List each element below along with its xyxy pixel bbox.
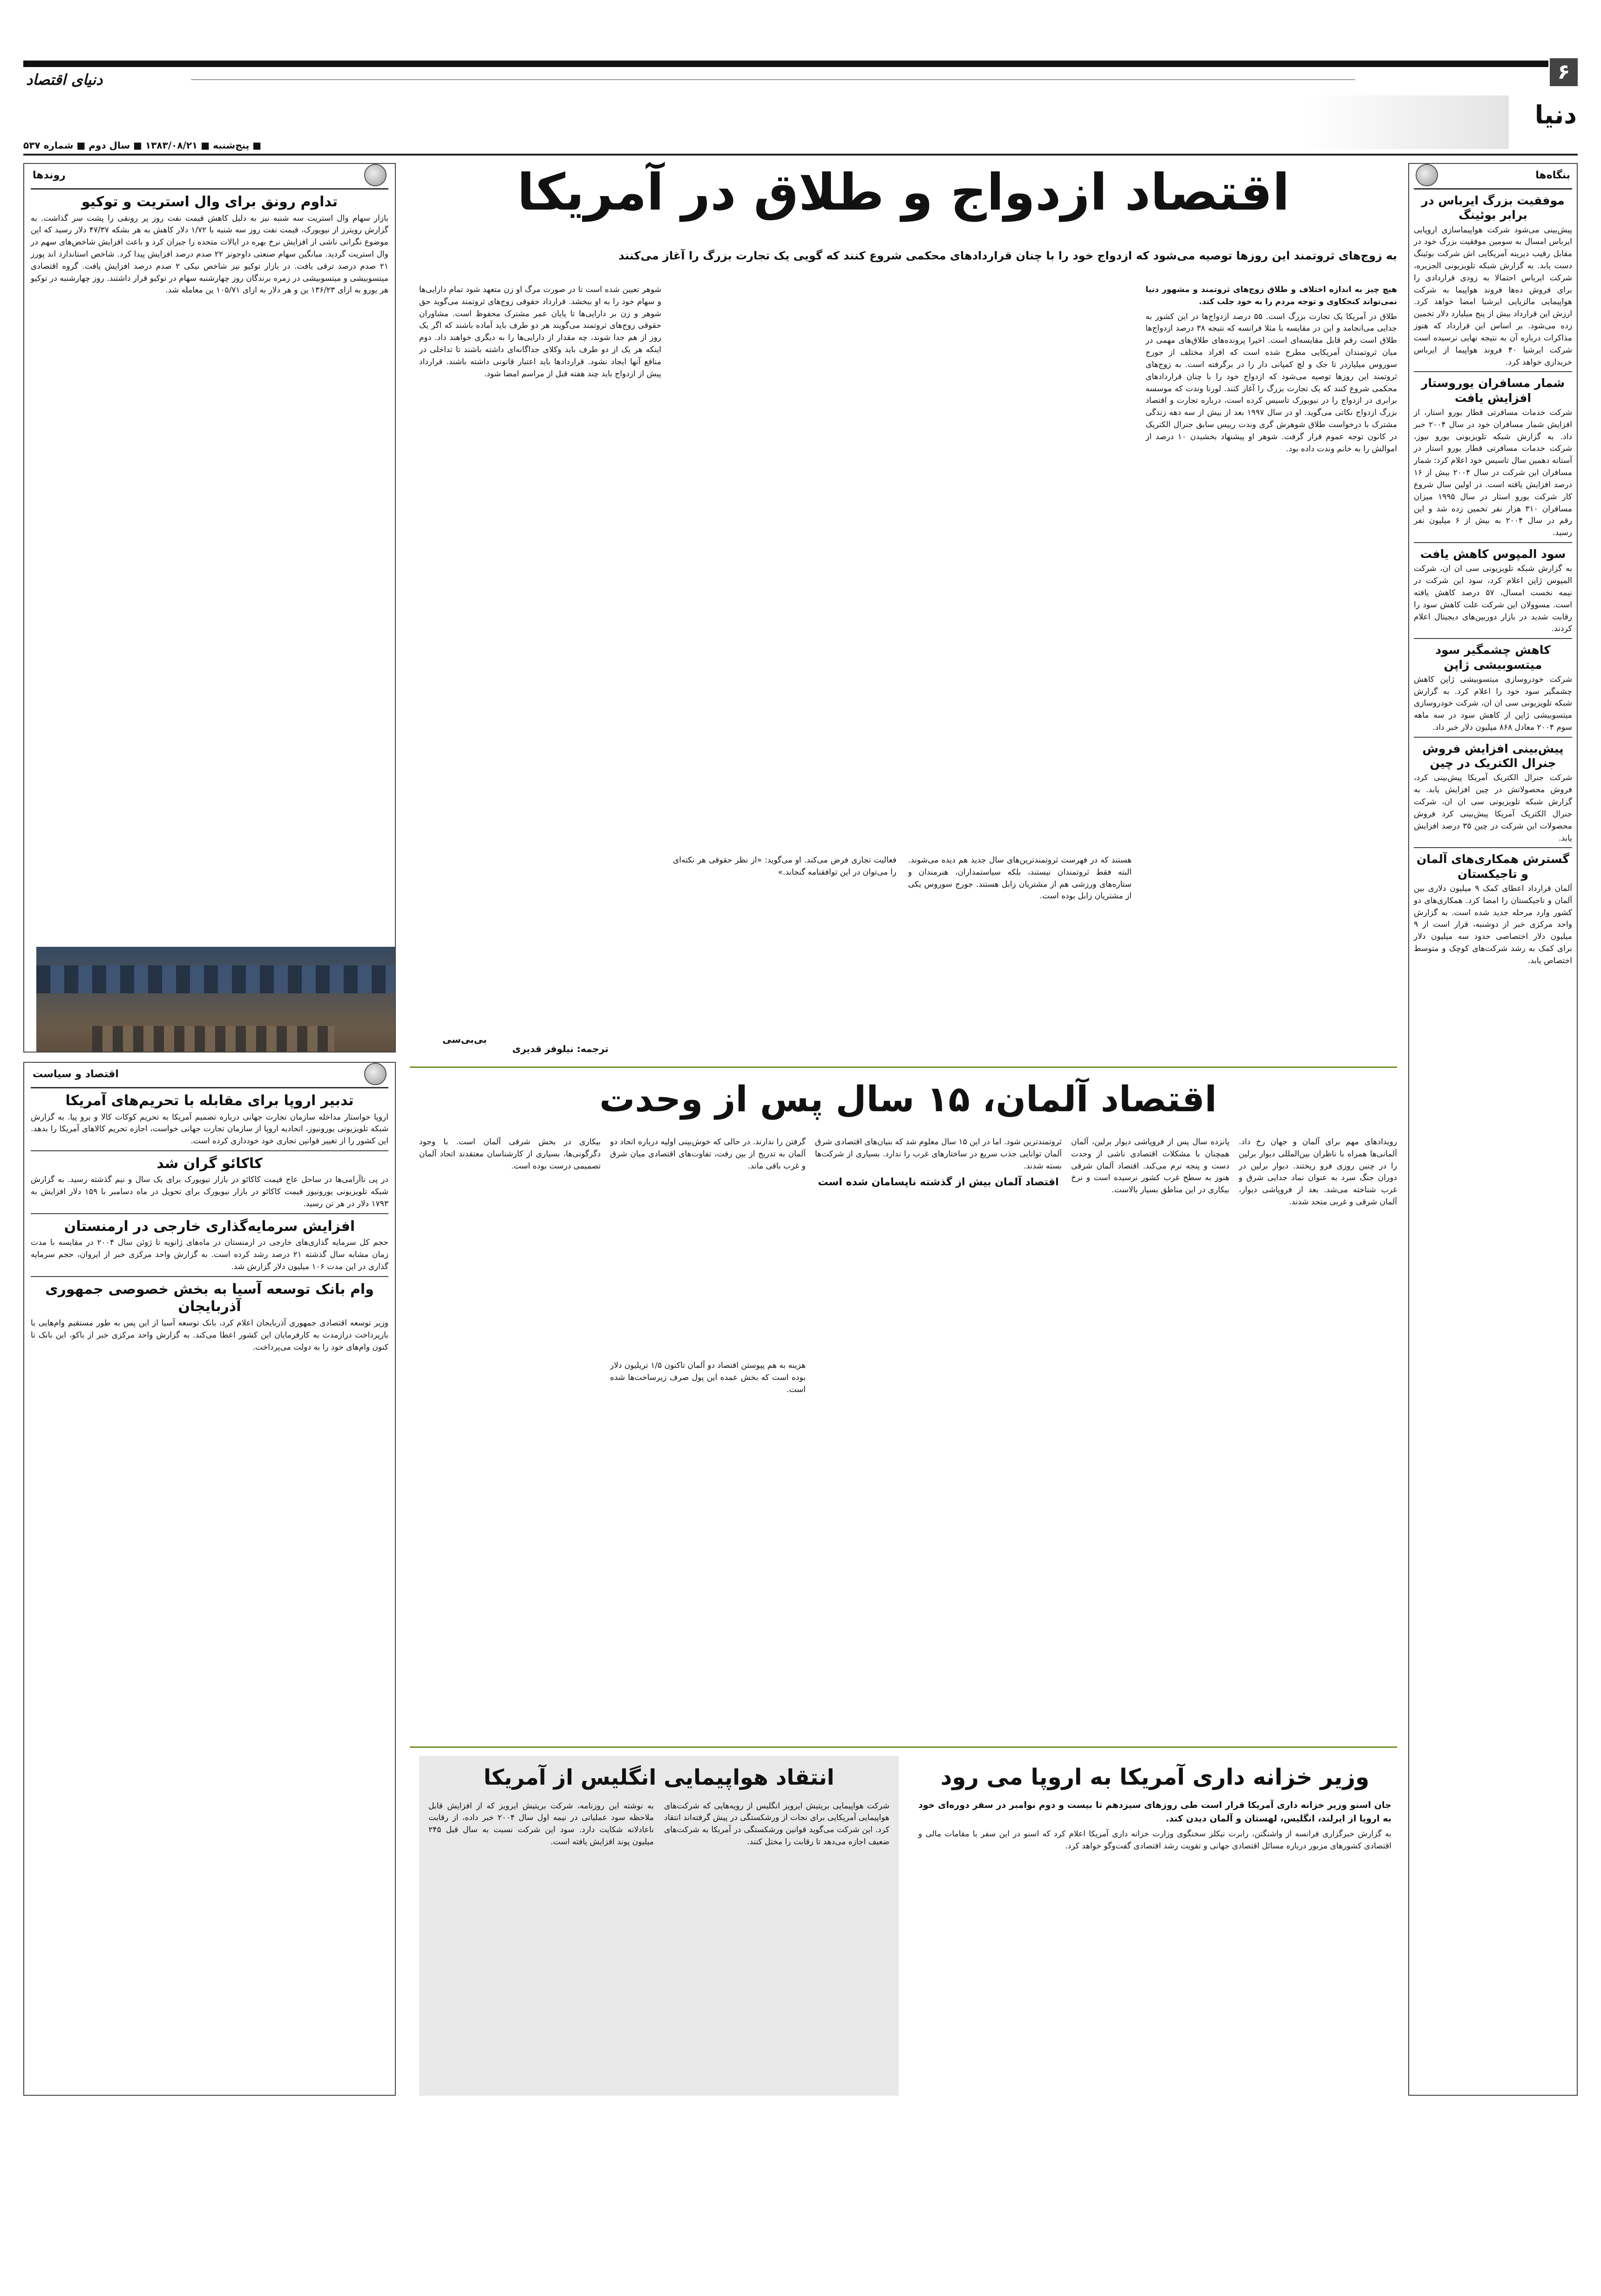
germany-body: پانزده سال پس از فروپاشی دیوار برلین، آلمان همچنان با مشکلات اقتصادی ناشی از وحدت دست و پنجه نرم می‌کند. اقتصاد آلمان شرقی هنوز به سطح غرب کشور نرسیده است و نرخ بیکاری در این مناطق بسیار بالاست. (1071, 1137, 1229, 1195)
left-story-title: تداوم رونق برای وال استریت و توکیو (81, 194, 338, 210)
right-story-body: به گزارش شبکه تلویزیونی سی ان ان، شرکت المپوس ژاپن اعلام کرد، سود این شرکت در نیمه نخست امسال، ۵۷ درصد کاهش یافته است. مسوولان این شرکت علت کاهش سود را رقابت شدید در بازار دوربین‌های دیجیتال اعلام کردند. (1414, 564, 1572, 634)
main-col-1 (1146, 284, 1397, 1085)
masthead (23, 61, 1578, 95)
section-title: دنیا (1534, 100, 1577, 129)
globe-icon (364, 1063, 387, 1085)
left-story-title: تدبیر اروپا برای مقابله با تحریم‌های آمریکا (65, 1093, 354, 1109)
treasury-body: به گزارش خبرگزاری فرانسه از واشنگتن، رابرت نیکلز سخنگوی وزارت خزانه داری آمریکا اعلام کرد که اسنو در این سفر با مقامات مالی و اقتصادی کشورهای مزبور درباره مسائل اقتصادی جهانی و تقویت رشد اقتصادی گفت‌وگو خواهد کرد. (918, 1829, 1391, 1851)
germany-col-5 (610, 1360, 806, 1742)
byline-translator: ترجمه: نیلوفر قدیری (512, 1043, 609, 1054)
left-column-bottom (23, 1062, 396, 2096)
left-story-body: حجم کل سرمایه گذاری‌های خارجی در ارمنستان در ماه‌های ژانویه تا ژوئن سال ۲۰۰۴ در مقایسه با مدت زمان مشابه سال گذشته ۲۱ درصد رشد کرده است. به گزارش واحد مرکزی خبر از ایروان، حجم سرمایه گذاری در این مدت ۱۰۶ میلیون دلار گزارش شد. (31, 1238, 388, 1272)
germany-col-4 (610, 1136, 806, 1355)
left-story-title: کاکائو گران شد (156, 1155, 263, 1172)
divider (31, 1276, 388, 1277)
world-map-banner (1304, 95, 1509, 149)
right-story-title: گسترش همکاری‌های آلمان و تاجیکستان (1416, 852, 1570, 881)
germany-subhead: اقتصاد آلمان بیش از گذشته ناپسامان شده است (818, 1176, 1059, 1189)
airline-columns (428, 1800, 889, 1851)
left-column-top (23, 163, 396, 1053)
airline-body: به نوشته این روزنامه، شرکت بریتیش ایرویز که از افزایش قابل ملاحظه سود عملیاتی در نیمه اول سال ۲۰۰۴ خبر داده، از رقابت ناعادلانه شکایت دارد. سود این شرکت نسبت به سال قبل ۲۴۵ میلیون پوند افزایش یافته است. (428, 1801, 654, 1847)
right-story-title: موفقیت بزرگ ایرباس در برابر بوئینگ (1421, 194, 1565, 222)
divider (1414, 847, 1572, 848)
left-story-body: در پی ناآرامی‌ها در ساحل عاج قیمت کاکائو در بازار نیویورک برای یک سال و نیم گذشته رسید. به گزارش شبکه تلویزیونی یورونیوز قیمت کاکائو در بازار نیویورک برای تحویل در ماه دسامبر با ۱۵۹ دلار افزایش به ۱۷۹۳ دلار در هر تن رسید. (31, 1175, 388, 1209)
germany-col-3 (815, 1136, 1062, 1355)
right-story-body: شرکت خودروسازی میتسوبیشی ژاپن کاهش چشمگیر سود خود را اعلام کرد. به گزارش شبکه تلویزیونی سی ان ان، شرکت خودروسازی میتسوبیشی ژاپن از کاهش سود در سه ماهه سوم ۲۰۰۴ معادل ۸۶۸ میلیون دلار خبر داد. (1414, 674, 1572, 733)
treasury-title: وزیر خزانه داری آمریکا به اروپا می رود (940, 1764, 1370, 1790)
divider (1414, 638, 1572, 639)
left-story-title: افزایش سرمایه‌گذاری خارجی در ارمنستان (64, 1218, 355, 1235)
germany-col-1 (1239, 1136, 1397, 1355)
byline-source: بی‌بی‌سی (442, 1034, 487, 1045)
right-column-header (1414, 164, 1572, 190)
header-rule (23, 154, 1578, 156)
brand-logo: دنیای اقتصاد (26, 71, 103, 88)
masthead-bar (23, 61, 1548, 67)
divider (1414, 371, 1572, 372)
airline-title: انتقاد هواپیمایی انگلیس از آمریکا (483, 1765, 834, 1790)
main-title: اقتصاد ازدواج و طلاق در آمریکا (517, 163, 1290, 222)
treasury-article (913, 1756, 1397, 2096)
left-top-title: روندها (33, 169, 66, 181)
airline-body: شرکت هواپیمایی بریتیش ایرویز انگلیس از رویه‌هایی که شرکت‌های هواپیمایی آمریکایی برای نجات از ورشکستگی در پیش گرفته‌اند انتقاد کرد. این شرکت می‌گوید قوانین ورشکستگی در آمریکا به شرکت‌های ضعیف اجازه می‌دهد تا رقابت را مختل کنند. (664, 1801, 889, 1847)
left-story-body: وزیر توسعه اقتصادی جمهوری آذربایجان اعلام کرد، بانک توسعه آسیا از این پس به طور مستقیم وام‌هایی با بازپرداخت درازمدت به کارفرمایان این کشور اعطا می‌کند. به گزارش واحد مرکزی خبر از باکو، این بانک تا کنون وام‌های خود را به دولت می‌پرداخت. (31, 1318, 388, 1352)
right-story-title: سود المپوس کاهش یافت (1420, 547, 1566, 561)
germany-col-6 (419, 1136, 601, 1742)
main-col-4 (908, 855, 1132, 1027)
right-story-title: شمار مسافران یوروستار افزایش یافت (1421, 376, 1565, 405)
germany-body: ثروتمندترین شود. اما در این ۱۵ سال معلوم شد که بنیان‌های اقتصادی شرق آلمان توانایی جذب سریع در ساختارهای غرب را ندارد. بسیاری از شرکت‌ها بسته شدند. (815, 1137, 1062, 1171)
right-column (1408, 163, 1578, 2096)
right-story-title: پیش‌بینی افزایش فروش جنرال الکتریک در چین (1422, 741, 1564, 770)
globe-icon (1416, 164, 1438, 186)
germany-body: هزینه به هم پیوستن اقتصاد دو آلمان تاکنون ۱/۵ تریلیون دلار بوده است که بخش عمده این پول صرف زیرساخت‌ها شده است. (610, 1361, 806, 1394)
right-story-title: کاهش چشمگیر سود میتسوبیشی ژاپن (1435, 643, 1551, 672)
right-story-body: آلمان قرارداد اعطای کمک ۹ میلیون دلاری بین آلمان و تاجیکستان را امضا کرد. همکاری‌های دو کشور وارد مرحله جدید شده است. به گزارش واحد مرکزی خبر از دوشنبه، قرار است از ۹ میلیون دلار اختصاصی حدود سه میلیون دلار برای کمک به رشد شرکت‌های کوچک و متوسط اختصاص یابد. (1414, 883, 1573, 965)
left-bottom-title: اقتصاد و سیاست (33, 1068, 119, 1080)
germany-body: گرفتن را ندارند. در حالی که خوش‌بینی اولیه درباره اتحاد دو آلمان به تدریج از بین رفت، تفاوت‌های اقتصادی میان شرق و غرب باقی ماند. (610, 1137, 806, 1171)
main-body: فعالیت تجاری فرض می‌کند. او می‌گوید: «از نظر حقوقی هر نکته‌ای را می‌توان در این توافقنامه گنجاند.» (673, 856, 896, 877)
main-body: شوهر تعیین شده است تا در صورت مرگ او زن متعهد شود تمام دارایی‌ها و سهام خود را به او ببخشد. قرارداد حقوقی زوج‌های ثروتمند می‌گوید حق شوهر و زن بر دارایی‌ها تا پایان عمر مشترک محفوظ است. مشاوران حقوقی زوج‌های ثروتمند می‌گویند هر دو طرف باید آماده باشند که اگر یک روز از هم جدا شوند، چه مقدار از دارایی‌ها را به دیگری خواهند داد. دوم اینکه هر یک از دو طرف باید وکلای جداگانه‌ای داشته باشند تا تداخلی در منافع آنها ایجاد نشود. قراردادها باید اعتبار قانونی داشته باشند. قرارداد پیش از ازدواج باید چند هفته قبل از مراسم امضا شود. (419, 285, 661, 379)
treasury-lead: جان اسنو وزیر خزانه داری آمریکا قرار است طی روزهای سیزدهم تا بیست و دوم نوامبر در سفر دوره‌ای خود به اروپا از ایرلند، انگلیس، لهستان و آلمان دیدن کند. (918, 1800, 1391, 1824)
divider (1414, 542, 1572, 543)
left-story-body: اروپا خواستار مداخله سازمان تجارت جهانی درباره تصمیم آمریکا به تحریم کوکات کالا و برو پیا. به گزارش شبکه تلویزیونی یورونیوز، اتحادیه اروپا از سازمان تجارت جهانی خواست، اجازه تحریم کالاهای آمریکا را بدهد. این کشور را از تغییر قوانین تجاری خود خودداری کرده است. (31, 1112, 388, 1146)
main-intro: هیچ چیز به اندازه اختلاف و طلاق زوج‌های ثروتمند و مشهور دنیا نمی‌تواند کنجکاوی و توجه مردم را به خود جلب کند. (1146, 285, 1397, 306)
page-number: ۶ (1550, 58, 1578, 86)
left-top-header (31, 164, 388, 190)
left-bottom-header (31, 1063, 388, 1088)
dateline: ■ پنج‌شنبه ■ ۱۳۸۳/۰۸/۲۱ ■ سال دوم ■ شماره ۵۳۷ (23, 140, 262, 151)
main-lead: به زوج‌های ثروتمند این روزها توصیه می‌شود که ازدواج خود را با چنان قراردادهای محکمی شروع کنند که گویی یک تجارت بزرگ را آغاز می‌کنند (618, 249, 1397, 262)
airline-box (419, 1756, 899, 2096)
divider (31, 1213, 388, 1214)
right-column-title: بنگاه‌ها (1535, 169, 1570, 181)
divider (1414, 737, 1572, 738)
right-story-body: شرکت خدمات مسافرتی قطار یورو استار، از افزایش شمار مسافران خود در سال ۲۰۰۴ خبر داد. به گزارش شبکه تلویزیونی یورو نیوز، شرکت خدمات مسافرتی قطار یورو استار در آستانه دهمین سال تاسیس خود اعلام کرد: شمار مسافران این شرکت در سال ۲۰۰۴ بیش از ۱۶ درصد افزایش یافته است. در اولین سال شروع کار شرکت یورو استار در سال ۱۹۹۵ میزان مسافران ۳۱۰ هزار نفر تخمین زده شد و این رقم در سال ۲۰۰۴ به بیش از ۶ میلیون نفر رسید. (1414, 408, 1572, 538)
germany-body: بیکاری در بخش شرقی آلمان است. با وجود دگرگونی‌ها، بسیاری از کارشناسان معتقدند اتحاد آلمان تصمیمی درست بوده است. (419, 1137, 601, 1171)
trading-floor (92, 1026, 334, 1053)
article-rule (410, 1746, 1397, 1748)
left-story-body: بازار سهام وال استریت سه شنبه نیز به دلیل کاهش قیمت نفت روز پر رونقی را پشت سر گذاشت. به گزارش رویترز از نیویورک، قیمت نفت روز سه شنبه با ۱/۷۲ دلار کاهش به هر بشکه ۴۷/۳۷ دلار رسید که این موضوع نگرانی ناشی از افزایش نرخ بهره در ایالات متحده را جبران کرد و باعث افزایش شاخص‌های سهم در وال استریت گردید. میانگین سهام صنعتی داوجونز ۲۲ صدم درصد افزایش پیدا کرد. شاخص استاندارد اند پورز ۲۱ صدم درصد ترقی یافت. در بازار توکیو نیز شاخص نیکی ۲ صدم درصد افزایش یافت. گروه اقتصادی میتسوبیشی و میتسوبیشی در زمره برندگان روز چهارشنبه سهام در توکیو قرار داشتند. روز چهارشنبه در توکیو هر یورو به ازای ۱۳۶/۲۳ ین و هر دلار به ازای ۱۰۵/۷۱ ین معامله شد. (31, 213, 389, 295)
divider (31, 1150, 388, 1151)
germany-col-2 (1071, 1136, 1229, 1355)
stock-exchange-photo (36, 947, 395, 1053)
article-rule (410, 1066, 1397, 1068)
ticker-board (36, 965, 395, 993)
right-story-body: پیش‌بینی می‌شود شرکت هواپیماسازی اروپایی ایرباس امسال به سومین موفقیت بزرگ خود در مقابل رقیب دیرینه آمریکایی اش شرکت بوئینگ دست یابد. به گزارش شبکه تلویزیونی الجزیره، شرکت ایرباس احتمالا به زودی قراردادی را برای فروش ده‌ها فروند هواپیما به شرکت هواپیمایی مالزیایی ایرشیا امضا خواهد کرد. ارزش این قرارداد بیش از پنج میلیارد دلار تخمین زده می‌شود. بر اساس این قرارداد که هنوز مذاکرات درباره آن به نتیجه نهایی نرسیده است شرکت ایرشیا ۴۰ فروند هواپیما از ایرباس خریداری خواهد کرد. (1414, 225, 1572, 367)
main-col-3 (673, 855, 896, 1027)
main-col-2 (419, 284, 661, 1034)
germany-title: اقتصاد آلمان، ۱۵ سال پس از وحدت (599, 1078, 1217, 1120)
germany-body: رویدادهای مهم برای آلمان و جهان رخ داد. آلمانی‌ها همراه با ناظران بین‌المللی دیوار برلین را در چنین روزی فرو ریختند. دیوار برلین در دوران جنگ سرد به عنوان نماد جدایی شرق و غرب شناخته می‌شد. بعد از فروپاشی دیوار، آلمان شرقی و غربی متحد شدند. (1239, 1137, 1397, 1207)
globe-icon (364, 164, 387, 186)
masthead-rule (191, 79, 1355, 80)
main-body: طلاق در آمریکا یک تجارت بزرگ است. ۵۵ درصد ازدواج‌ها در این کشور به جدایی می‌انجامد و این در مقایسه با مثلا فرانسه که نتیجه ۳۸ درصد ازدواج‌ها طلاق است رقم قابل مقایسه‌ای است. اخیرا پرونده‌های طلاق‌های مهمی در میان ثروتمندان آمریکایی مطرح شده است که افراد مختلف از جورج سوروس میلیاردر تا جک و لچ کمپانی دار را در برگرفته است. به زوج‌های ثروتمند این روزها توصیه می‌شود که ازدواج خود را با چنان قراردادهای محکمی شروع کنند که یک تجارت بزرگ را آغاز کنند. لورنا وندت که موسسه برابری در ازدواج را در نیویورک تاسیس کرده است، درباره تجارت و اقتصاد بزرگ ازدواج نکاتی می‌گوید. او در سال ۱۹۹۷ بعد از بیش از سه دهه زندگی مشترک با درخواست طلاق شوهرش گری وندت رییس سابق جنرال الکتریک در کانون توجه عموم قرار گرفت. شوهر او پیشنهاد بخشیدن ۱۰ درصد از اموالش را به خانم وندت داده بود. (1146, 312, 1397, 454)
left-story-title: وام بانک توسعه آسیا به بخش خصوصی جمهوری آذربایجان (45, 1281, 374, 1315)
main-body: هستند که در فهرست ثروتمندترین‌های سال جدید هم دیده می‌شوند. البته فقط ثروتمندان نیستند، بلکه سیاستمداران، هنرمندان و ستاره‌های ورزشی هم از مشتریان زابل هستند. جورج سوروس یکی از مشتریان زابل بوده است. (908, 856, 1132, 901)
right-story-body: شرکت جنرال الکتریک آمریکا پیش‌بینی کرد، فروش محصولاتش در چین افزایش یابد. به گزارش شبکه تلویزیونی سی ان ان، شرکت جنرال الکتریک آمریکا پیش‌بینی کرد فروش محصولات این شرکت در چین ۳۵ درصد افزایش یابد. (1414, 773, 1572, 843)
